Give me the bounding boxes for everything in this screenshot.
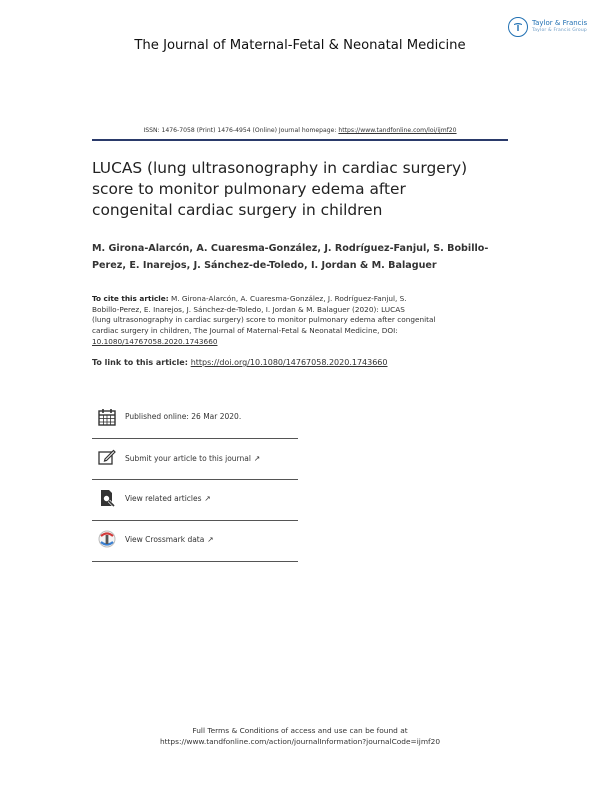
divider [92,520,298,521]
submit-article-link[interactable] [125,454,260,463]
citation-label: To cite this article: [92,294,169,303]
published-row [98,408,298,430]
publisher-group: Taylor & Francis Group [532,28,587,33]
article-title-line: congenital cardiac surgery in children [92,201,383,219]
related-row[interactable] [98,489,298,511]
related-articles-link[interactable] [125,494,211,503]
citation-block [92,294,512,348]
submit-row[interactable] [98,448,298,470]
crossmark-label: View Crossmark data [125,535,205,544]
journal-homepage-link[interactable]: https://www.tandfonline.com/loi/ijmf20 [338,127,457,134]
crossmark-row[interactable] [98,530,298,552]
link-block [92,358,512,367]
publisher-logo-icon [508,17,528,37]
article-title-line: score to monitor pulmonary edema after [92,180,406,198]
article-authors [92,241,512,274]
authors-line: Perez, E. Inarejos, J. Sánchez-de-Toledo, I. Jordan & M. Balaguer [92,259,437,271]
divider [92,561,298,562]
external-link-icon: ↗ [204,494,211,503]
edit-icon [98,448,118,468]
document-search-icon [98,489,118,509]
divider [92,438,298,439]
published-date: Published online: 26 Mar 2020. [125,412,242,421]
article-doi-link[interactable]: https://doi.org/10.1080/14767058.2020.1743660 [190,358,388,367]
header-rule [92,139,508,141]
issn-text: ISSN: 1476-7058 (Print) 1476-4954 (Online) Journal homepage: [143,127,339,134]
submit-article-label: Submit your article to this journal [125,454,251,463]
citation-line: M. Girona-Alarcón, A. Cuaresma-González, J. Rodríguez-Fanjul, S. [168,294,407,303]
divider [92,479,298,480]
external-link-icon: ↗ [253,454,261,463]
article-title-line: LUCAS (lung ultrasonography in cardiac surgery) [92,159,468,177]
footer [0,725,600,747]
publisher-logo [508,17,588,39]
crossmark-link[interactable] [125,535,214,544]
footer-terms: Full Terms & Conditions of access and use can be found at [192,726,408,735]
calendar-icon [98,408,118,428]
external-link-icon: ↗ [207,535,214,544]
journal-title: The Journal of Maternal-Fetal & Neonatal Medicine [134,38,466,53]
related-articles-label: View related articles [125,494,202,503]
authors-line: M. Girona-Alarcón, A. Cuaresma-González, J. Rodríguez-Fanjul, S. Bobillo- [92,243,489,254]
citation-line: cardiac surgery in children, The Journal of Maternal-Fetal & Neonatal Medicine, DOI: [92,326,398,336]
citation-line: Bobillo-Perez, E. Inarejos, J. Sánchez-de-Toledo, I. Jordan & M. Balaguer (2020): LUCAS [92,304,405,314]
publisher-name: Taylor & Francis [532,19,588,27]
article-title [92,158,512,221]
link-label: To link to this article: [92,358,191,367]
footer-terms-link[interactable]: https://www.tandfonline.com/action/journalInformation?journalCode=ijmf20 [159,737,441,746]
citation-doi-link[interactable]: 10.1080/14767058.2020.1743660 [92,336,218,346]
citation-line: (lung ultrasonography in cardiac surgery) score to monitor pulmonary edema after congenital [92,315,436,325]
crossmark-icon [98,530,118,550]
issn-line [0,127,600,134]
